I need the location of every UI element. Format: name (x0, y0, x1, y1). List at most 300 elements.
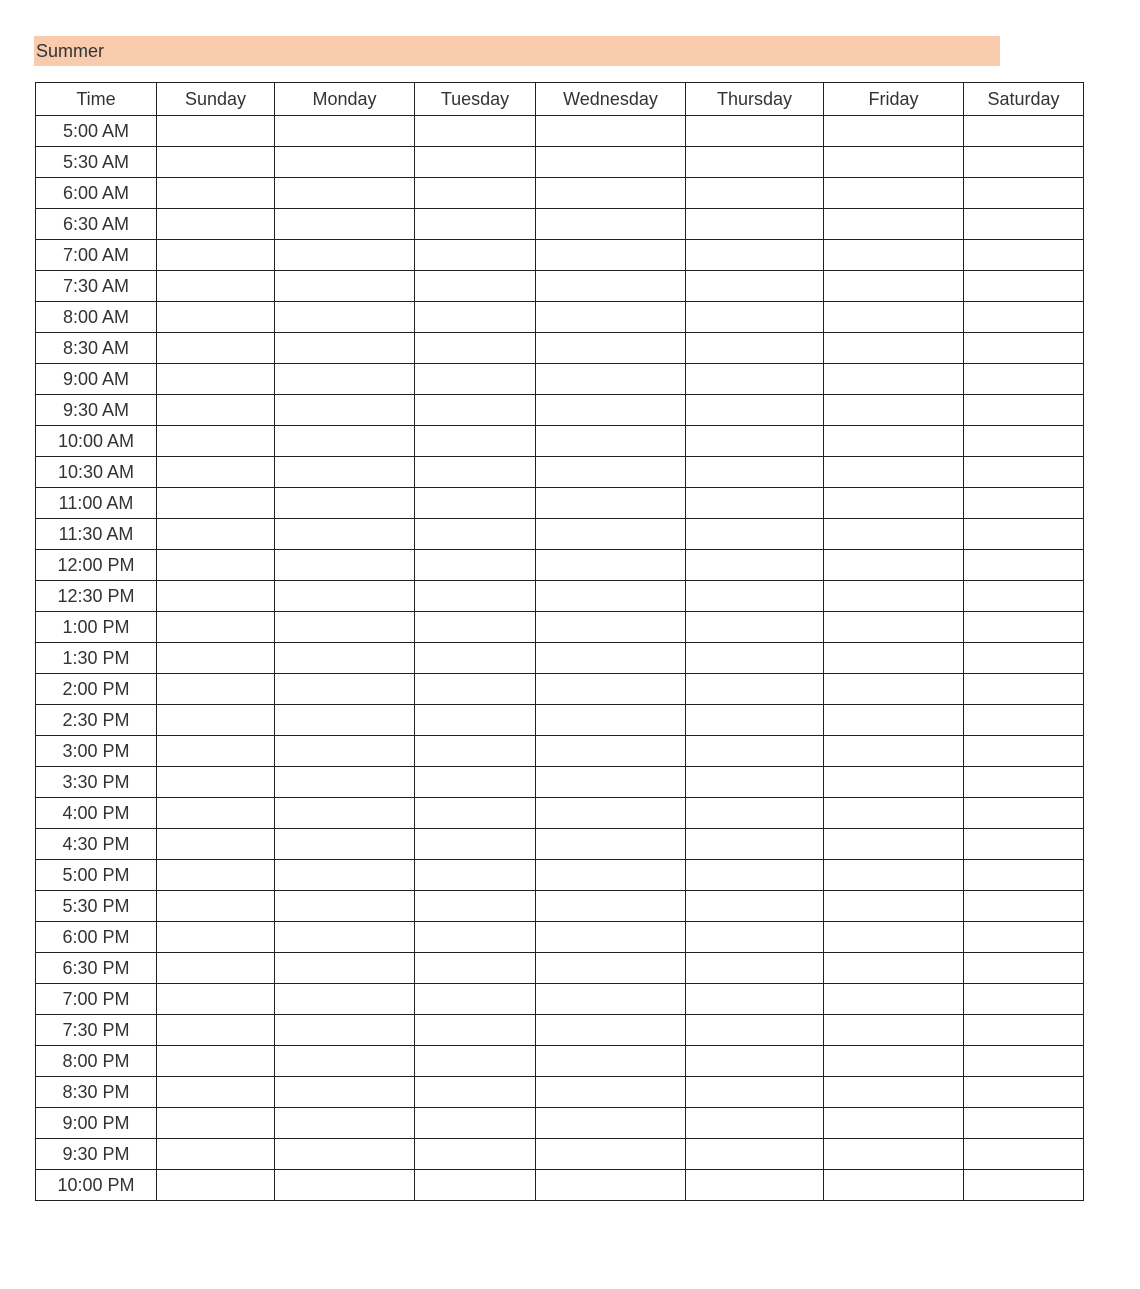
schedule-cell-friday[interactable] (824, 798, 964, 829)
schedule-cell-friday[interactable] (824, 736, 964, 767)
schedule-cell-saturday[interactable] (964, 736, 1084, 767)
schedule-cell-sunday[interactable] (157, 767, 275, 798)
schedule-cell-tuesday[interactable] (415, 705, 536, 736)
time-slot-row (36, 612, 1084, 643)
schedule-cell-tuesday[interactable] (415, 240, 536, 271)
schedule-cell-wednesday[interactable] (536, 302, 686, 333)
time-slot-row (36, 457, 1084, 488)
schedule-cell-tuesday[interactable] (415, 457, 536, 488)
schedule-cell-wednesday[interactable] (536, 240, 686, 271)
schedule-cell-tuesday[interactable] (415, 209, 536, 240)
schedule-cell-wednesday[interactable] (536, 116, 686, 147)
schedule-cell-monday[interactable] (275, 1077, 415, 1108)
schedule-cell-tuesday[interactable] (415, 1077, 536, 1108)
schedule-cell-sunday[interactable] (157, 1139, 275, 1170)
schedule-cell-monday[interactable] (275, 271, 415, 302)
schedule-cell-monday[interactable] (275, 240, 415, 271)
schedule-cell-tuesday[interactable] (415, 1046, 536, 1077)
schedule-cell-friday[interactable] (824, 581, 964, 612)
schedule-cell-friday[interactable] (824, 116, 964, 147)
schedule-cell-wednesday[interactable] (536, 984, 686, 1015)
schedule-cell-friday[interactable] (824, 240, 964, 271)
schedule-cell-thursday[interactable] (686, 519, 824, 550)
schedule-cell-saturday[interactable] (964, 147, 1084, 178)
time-label: 9:00 PM (36, 1108, 157, 1139)
schedule-cell-wednesday[interactable] (536, 488, 686, 519)
time-slot-row (36, 1139, 1084, 1170)
schedule-cell-saturday[interactable] (964, 860, 1084, 891)
schedule-cell-friday[interactable] (824, 860, 964, 891)
schedule-cell-tuesday[interactable] (415, 736, 536, 767)
schedule-cell-friday[interactable] (824, 426, 964, 457)
schedule-cell-thursday[interactable] (686, 302, 824, 333)
schedule-cell-wednesday[interactable] (536, 395, 686, 426)
schedule-cell-tuesday[interactable] (415, 798, 536, 829)
time-slot-row (36, 116, 1084, 147)
schedule-cell-thursday[interactable] (686, 395, 824, 426)
schedule-cell-thursday[interactable] (686, 891, 824, 922)
time-slot-row (36, 550, 1084, 581)
schedule-cell-thursday[interactable] (686, 705, 824, 736)
weekly-schedule-table (35, 82, 1084, 1201)
schedule-cell-wednesday[interactable] (536, 364, 686, 395)
schedule-cell-monday[interactable] (275, 860, 415, 891)
time-slot-row (36, 891, 1084, 922)
schedule-cell-wednesday[interactable] (536, 798, 686, 829)
schedule-cell-wednesday[interactable] (536, 643, 686, 674)
schedule-cell-thursday[interactable] (686, 1170, 824, 1201)
time-slot-row (36, 798, 1084, 829)
time-slot-row (36, 1077, 1084, 1108)
schedule-cell-sunday[interactable] (157, 1108, 275, 1139)
schedule-cell-thursday[interactable] (686, 1015, 824, 1046)
schedule-cell-sunday[interactable] (157, 798, 275, 829)
schedule-cell-saturday[interactable] (964, 1108, 1084, 1139)
time-label: 9:30 PM (36, 1139, 157, 1170)
schedule-cell-wednesday[interactable] (536, 1015, 686, 1046)
column-header-thursday: Thursday (686, 83, 824, 116)
schedule-cell-saturday[interactable] (964, 395, 1084, 426)
schedule-cell-thursday[interactable] (686, 1139, 824, 1170)
schedule-cell-thursday[interactable] (686, 767, 824, 798)
column-header-tuesday: Tuesday (415, 83, 536, 116)
schedule-cell-tuesday[interactable] (415, 643, 536, 674)
column-header-time: Time (36, 83, 157, 116)
schedule-cell-sunday[interactable] (157, 1077, 275, 1108)
time-slot-row (36, 705, 1084, 736)
schedule-cell-sunday[interactable] (157, 674, 275, 705)
schedule-cell-saturday[interactable] (964, 1015, 1084, 1046)
schedule-cell-thursday[interactable] (686, 364, 824, 395)
schedule-cell-friday[interactable] (824, 147, 964, 178)
schedule-cell-monday[interactable] (275, 953, 415, 984)
schedule-cell-monday[interactable] (275, 674, 415, 705)
schedule-cell-sunday[interactable] (157, 1015, 275, 1046)
schedule-cell-saturday[interactable] (964, 767, 1084, 798)
schedule-cell-wednesday[interactable] (536, 953, 686, 984)
schedule-cell-sunday[interactable] (157, 860, 275, 891)
schedule-cell-saturday[interactable] (964, 302, 1084, 333)
schedule-cell-tuesday[interactable] (415, 891, 536, 922)
schedule-cell-sunday[interactable] (157, 240, 275, 271)
schedule-cell-tuesday[interactable] (415, 116, 536, 147)
schedule-cell-saturday[interactable] (964, 612, 1084, 643)
schedule-cell-sunday[interactable] (157, 1046, 275, 1077)
schedule-cell-thursday[interactable] (686, 147, 824, 178)
schedule-cell-monday[interactable] (275, 550, 415, 581)
schedule-cell-thursday[interactable] (686, 271, 824, 302)
schedule-cell-sunday[interactable] (157, 364, 275, 395)
schedule-cell-wednesday[interactable] (536, 581, 686, 612)
schedule-cell-friday[interactable] (824, 178, 964, 209)
schedule-cell-monday[interactable] (275, 705, 415, 736)
schedule-cell-monday[interactable] (275, 147, 415, 178)
schedule-cell-wednesday[interactable] (536, 612, 686, 643)
schedule-cell-saturday[interactable] (964, 643, 1084, 674)
schedule-cell-saturday[interactable] (964, 519, 1084, 550)
time-label: 5:30 PM (36, 891, 157, 922)
schedule-cell-monday[interactable] (275, 891, 415, 922)
schedule-cell-wednesday[interactable] (536, 426, 686, 457)
schedule-cell-wednesday[interactable] (536, 1139, 686, 1170)
schedule-cell-thursday[interactable] (686, 116, 824, 147)
schedule-cell-monday[interactable] (275, 1015, 415, 1046)
time-slot-row (36, 271, 1084, 302)
time-label: 8:30 PM (36, 1077, 157, 1108)
schedule-cell-wednesday[interactable] (536, 891, 686, 922)
schedule-cell-monday[interactable] (275, 1046, 415, 1077)
schedule-cell-tuesday[interactable] (415, 333, 536, 364)
schedule-cell-wednesday[interactable] (536, 922, 686, 953)
schedule-cell-saturday[interactable] (964, 240, 1084, 271)
schedule-cell-saturday[interactable] (964, 922, 1084, 953)
time-slot-row (36, 829, 1084, 860)
schedule-cell-wednesday[interactable] (536, 674, 686, 705)
schedule-cell-friday[interactable] (824, 829, 964, 860)
schedule-cell-friday[interactable] (824, 302, 964, 333)
time-label: 4:00 PM (36, 798, 157, 829)
schedule-cell-friday[interactable] (824, 767, 964, 798)
schedule-cell-saturday[interactable] (964, 209, 1084, 240)
time-slot-row (36, 581, 1084, 612)
schedule-cell-tuesday[interactable] (415, 395, 536, 426)
time-slot-row (36, 1015, 1084, 1046)
schedule-cell-tuesday[interactable] (415, 1170, 536, 1201)
schedule-cell-friday[interactable] (824, 674, 964, 705)
schedule-cell-friday[interactable] (824, 984, 964, 1015)
schedule-cell-sunday[interactable] (157, 1170, 275, 1201)
schedule-cell-saturday[interactable] (964, 984, 1084, 1015)
schedule-cell-wednesday[interactable] (536, 333, 686, 364)
time-slot-row (36, 674, 1084, 705)
schedule-cell-monday[interactable] (275, 333, 415, 364)
schedule-cell-tuesday[interactable] (415, 364, 536, 395)
time-slot-row (36, 333, 1084, 364)
schedule-cell-friday[interactable] (824, 953, 964, 984)
schedule-cell-thursday[interactable] (686, 1077, 824, 1108)
schedule-cell-tuesday[interactable] (415, 829, 536, 860)
schedule-cell-wednesday[interactable] (536, 1170, 686, 1201)
schedule-cell-friday[interactable] (824, 1139, 964, 1170)
schedule-cell-sunday[interactable] (157, 209, 275, 240)
schedule-cell-wednesday[interactable] (536, 271, 686, 302)
time-slot-row (36, 426, 1084, 457)
schedule-cell-thursday[interactable] (686, 643, 824, 674)
schedule-cell-friday[interactable] (824, 457, 964, 488)
time-label: 10:30 AM (36, 457, 157, 488)
schedule-cell-saturday[interactable] (964, 333, 1084, 364)
schedule-cell-monday[interactable] (275, 581, 415, 612)
schedule-cell-tuesday[interactable] (415, 953, 536, 984)
schedule-cell-tuesday[interactable] (415, 519, 536, 550)
schedule-cell-saturday[interactable] (964, 426, 1084, 457)
time-label: 1:30 PM (36, 643, 157, 674)
schedule-cell-sunday[interactable] (157, 457, 275, 488)
schedule-cell-saturday[interactable] (964, 829, 1084, 860)
schedule-cell-wednesday[interactable] (536, 767, 686, 798)
schedule-title-bar (34, 36, 1000, 66)
schedule-cell-friday[interactable] (824, 1015, 964, 1046)
schedule-cell-tuesday[interactable] (415, 1015, 536, 1046)
time-slot-row (36, 860, 1084, 891)
time-label: 8:30 AM (36, 333, 157, 364)
schedule-cell-friday[interactable] (824, 643, 964, 674)
schedule-cell-wednesday[interactable] (536, 1077, 686, 1108)
schedule-cell-sunday[interactable] (157, 426, 275, 457)
schedule-cell-tuesday[interactable] (415, 860, 536, 891)
schedule-cell-monday[interactable] (275, 395, 415, 426)
schedule-cell-sunday[interactable] (157, 736, 275, 767)
schedule-cell-monday[interactable] (275, 612, 415, 643)
schedule-cell-friday[interactable] (824, 1170, 964, 1201)
schedule-cell-thursday[interactable] (686, 829, 824, 860)
schedule-cell-monday[interactable] (275, 767, 415, 798)
time-label: 2:30 PM (36, 705, 157, 736)
schedule-cell-thursday[interactable] (686, 581, 824, 612)
schedule-cell-tuesday[interactable] (415, 1139, 536, 1170)
schedule-cell-thursday[interactable] (686, 953, 824, 984)
schedule-cell-friday[interactable] (824, 364, 964, 395)
schedule-cell-saturday[interactable] (964, 488, 1084, 519)
schedule-cell-sunday[interactable] (157, 612, 275, 643)
schedule-cell-saturday[interactable] (964, 1139, 1084, 1170)
schedule-cell-tuesday[interactable] (415, 612, 536, 643)
schedule-cell-tuesday[interactable] (415, 426, 536, 457)
schedule-cell-wednesday[interactable] (536, 519, 686, 550)
schedule-cell-saturday[interactable] (964, 1046, 1084, 1077)
schedule-cell-friday[interactable] (824, 705, 964, 736)
schedule-cell-monday[interactable] (275, 426, 415, 457)
schedule-cell-tuesday[interactable] (415, 550, 536, 581)
schedule-cell-sunday[interactable] (157, 147, 275, 178)
schedule-title: Summer (36, 41, 105, 61)
time-label: 3:00 PM (36, 736, 157, 767)
schedule-cell-monday[interactable] (275, 643, 415, 674)
schedule-cell-tuesday[interactable] (415, 674, 536, 705)
time-label: 5:00 AM (36, 116, 157, 147)
schedule-cell-sunday[interactable] (157, 581, 275, 612)
schedule-cell-tuesday[interactable] (415, 302, 536, 333)
schedule-cell-thursday[interactable] (686, 922, 824, 953)
schedule-cell-saturday[interactable] (964, 798, 1084, 829)
schedule-cell-saturday[interactable] (964, 705, 1084, 736)
schedule-cell-sunday[interactable] (157, 984, 275, 1015)
schedule-cell-monday[interactable] (275, 488, 415, 519)
schedule-cell-tuesday[interactable] (415, 767, 536, 798)
column-header-saturday: Saturday (964, 83, 1084, 116)
schedule-cell-thursday[interactable] (686, 457, 824, 488)
schedule-cell-sunday[interactable] (157, 116, 275, 147)
schedule-cell-wednesday[interactable] (536, 209, 686, 240)
schedule-cell-sunday[interactable] (157, 550, 275, 581)
time-label: 7:30 AM (36, 271, 157, 302)
schedule-cell-sunday[interactable] (157, 953, 275, 984)
schedule-cell-saturday[interactable] (964, 674, 1084, 705)
time-label: 8:00 PM (36, 1046, 157, 1077)
schedule-cell-thursday[interactable] (686, 674, 824, 705)
time-slot-row (36, 767, 1084, 798)
schedule-cell-sunday[interactable] (157, 395, 275, 426)
schedule-cell-thursday[interactable] (686, 1108, 824, 1139)
time-label: 5:00 PM (36, 860, 157, 891)
time-slot-row (36, 1046, 1084, 1077)
schedule-cell-thursday[interactable] (686, 798, 824, 829)
schedule-cell-tuesday[interactable] (415, 488, 536, 519)
schedule-cell-saturday[interactable] (964, 953, 1084, 984)
schedule-cell-monday[interactable] (275, 116, 415, 147)
schedule-cell-sunday[interactable] (157, 302, 275, 333)
schedule-cell-sunday[interactable] (157, 705, 275, 736)
schedule-cell-sunday[interactable] (157, 488, 275, 519)
time-slot-row (36, 240, 1084, 271)
schedule-cell-saturday[interactable] (964, 1170, 1084, 1201)
schedule-cell-wednesday[interactable] (536, 178, 686, 209)
schedule-cell-sunday[interactable] (157, 333, 275, 364)
time-slot-row (36, 736, 1084, 767)
schedule-cell-thursday[interactable] (686, 612, 824, 643)
schedule-cell-monday[interactable] (275, 1139, 415, 1170)
schedule-cell-friday[interactable] (824, 1046, 964, 1077)
schedule-cell-sunday[interactable] (157, 271, 275, 302)
schedule-cell-monday[interactable] (275, 829, 415, 860)
schedule-cell-thursday[interactable] (686, 209, 824, 240)
schedule-cell-sunday[interactable] (157, 643, 275, 674)
schedule-cell-sunday[interactable] (157, 519, 275, 550)
schedule-cell-saturday[interactable] (964, 271, 1084, 302)
time-label: 10:00 PM (36, 1170, 157, 1201)
schedule-cell-saturday[interactable] (964, 116, 1084, 147)
schedule-cell-thursday[interactable] (686, 736, 824, 767)
schedule-cell-wednesday[interactable] (536, 705, 686, 736)
schedule-cell-sunday[interactable] (157, 829, 275, 860)
schedule-cell-monday[interactable] (275, 457, 415, 488)
schedule-cell-wednesday[interactable] (536, 457, 686, 488)
schedule-cell-saturday[interactable] (964, 891, 1084, 922)
schedule-cell-saturday[interactable] (964, 581, 1084, 612)
schedule-cell-saturday[interactable] (964, 364, 1084, 395)
schedule-cell-thursday[interactable] (686, 333, 824, 364)
time-label: 2:00 PM (36, 674, 157, 705)
schedule-cell-tuesday[interactable] (415, 581, 536, 612)
schedule-cell-friday[interactable] (824, 395, 964, 426)
schedule-cell-tuesday[interactable] (415, 984, 536, 1015)
schedule-cell-friday[interactable] (824, 1077, 964, 1108)
schedule-cell-thursday[interactable] (686, 860, 824, 891)
schedule-cell-tuesday[interactable] (415, 1108, 536, 1139)
time-slot-row (36, 984, 1084, 1015)
schedule-cell-friday[interactable] (824, 519, 964, 550)
schedule-cell-friday[interactable] (824, 891, 964, 922)
column-header-friday: Friday (824, 83, 964, 116)
schedule-cell-wednesday[interactable] (536, 860, 686, 891)
schedule-cell-tuesday[interactable] (415, 178, 536, 209)
schedule-cell-saturday[interactable] (964, 457, 1084, 488)
schedule-cell-thursday[interactable] (686, 488, 824, 519)
time-label: 8:00 AM (36, 302, 157, 333)
schedule-cell-wednesday[interactable] (536, 736, 686, 767)
schedule-cell-thursday[interactable] (686, 1046, 824, 1077)
schedule-cell-wednesday[interactable] (536, 829, 686, 860)
schedule-cell-thursday[interactable] (686, 240, 824, 271)
schedule-cell-friday[interactable] (824, 922, 964, 953)
schedule-cell-sunday[interactable] (157, 178, 275, 209)
time-label: 4:30 PM (36, 829, 157, 860)
schedule-cell-thursday[interactable] (686, 426, 824, 457)
schedule-cell-monday[interactable] (275, 798, 415, 829)
time-label: 7:00 PM (36, 984, 157, 1015)
schedule-cell-monday[interactable] (275, 984, 415, 1015)
schedule-cell-friday[interactable] (824, 488, 964, 519)
schedule-cell-wednesday[interactable] (536, 147, 686, 178)
schedule-cell-thursday[interactable] (686, 984, 824, 1015)
schedule-cell-monday[interactable] (275, 922, 415, 953)
schedule-cell-friday[interactable] (824, 550, 964, 581)
time-slot-row (36, 1108, 1084, 1139)
schedule-cell-friday[interactable] (824, 209, 964, 240)
schedule-cell-tuesday[interactable] (415, 271, 536, 302)
time-label: 12:00 PM (36, 550, 157, 581)
schedule-cell-tuesday[interactable] (415, 147, 536, 178)
schedule-cell-monday[interactable] (275, 519, 415, 550)
schedule-cell-monday[interactable] (275, 364, 415, 395)
schedule-cell-tuesday[interactable] (415, 922, 536, 953)
schedule-cell-wednesday[interactable] (536, 550, 686, 581)
schedule-cell-wednesday[interactable] (536, 1108, 686, 1139)
schedule-cell-friday[interactable] (824, 1108, 964, 1139)
schedule-cell-monday[interactable] (275, 302, 415, 333)
schedule-cell-sunday[interactable] (157, 922, 275, 953)
schedule-cell-monday[interactable] (275, 209, 415, 240)
schedule-cell-wednesday[interactable] (536, 1046, 686, 1077)
schedule-cell-saturday[interactable] (964, 178, 1084, 209)
schedule-cell-thursday[interactable] (686, 550, 824, 581)
header-row (36, 83, 1084, 116)
schedule-cell-monday[interactable] (275, 1170, 415, 1201)
time-slot-row (36, 488, 1084, 519)
schedule-cell-monday[interactable] (275, 1108, 415, 1139)
schedule-cell-monday[interactable] (275, 736, 415, 767)
schedule-cell-saturday[interactable] (964, 1077, 1084, 1108)
schedule-cell-friday[interactable] (824, 271, 964, 302)
schedule-cell-sunday[interactable] (157, 891, 275, 922)
schedule-cell-monday[interactable] (275, 178, 415, 209)
schedule-cell-friday[interactable] (824, 612, 964, 643)
time-slot-row (36, 922, 1084, 953)
column-header-sunday: Sunday (157, 83, 275, 116)
schedule-cell-friday[interactable] (824, 333, 964, 364)
schedule-cell-saturday[interactable] (964, 550, 1084, 581)
schedule-cell-thursday[interactable] (686, 178, 824, 209)
